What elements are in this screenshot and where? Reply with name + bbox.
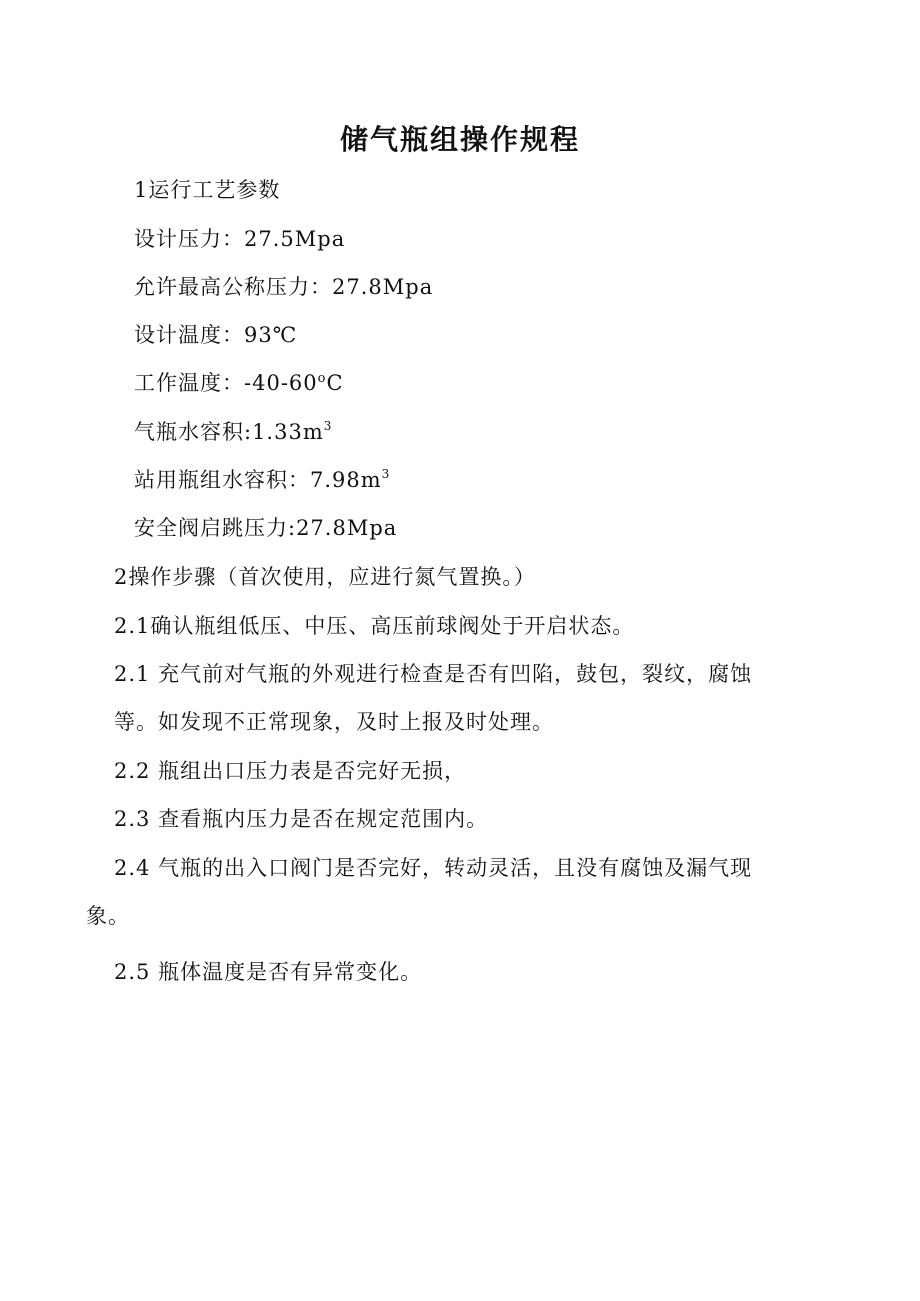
station-water-volume-text: 站用瓶组水容积：7.98m [134,468,382,492]
cylinder-water-volume [134,417,332,447]
working-temperature [134,368,344,398]
working-temperature-text: 工作温度：-40-60 [134,371,318,395]
superscript-3: 3 [381,467,391,481]
step-2-4-line1: 2.4 气瓶的出入口阀门是否完好，转动灵活，且没有腐蚀及漏气现 [114,856,753,880]
working-temperature-unit: C [326,371,344,395]
design-pressure: 设计压力：27.5Mpa [134,227,346,251]
step-2-1-inspection-line1: 2.1 充气前对气瓶的外观进行检查是否有凹陷，鼓包，裂纹，腐蚀 [114,662,753,686]
step-2-5: 2.5 瓶体温度是否有异常变化。 [114,960,423,984]
station-water-volume [134,465,390,495]
step-2-2: 2.2 瓶组出口压力表是否完好无损， [114,759,467,783]
params-heading: 1运行工艺参数 [134,178,281,202]
step-2-1-valves: 2.1确认瓶组低压、中压、高压前球阀处于开启状态。 [114,614,635,638]
step-2-1-inspection-line2: 等。如发现不正常现象，及时上报及时处理。 [114,710,554,734]
document-title: 储气瓶组操作规程 [339,123,580,156]
relief-valve-pressure: 安全阀启跳压力:27.8Mpa [134,516,398,540]
max-nominal-pressure: 允许最高公称压力：27.8Mpa [134,275,434,299]
cylinder-water-volume-text: 气瓶水容积:1.33m [134,420,324,444]
steps-heading: 2操作步骤（首次使用，应进行氮气置换。） [114,565,536,589]
superscript-3: 3 [323,419,333,433]
step-2-4-line2: 象。 [86,904,130,928]
degree-symbol: o [317,371,327,386]
design-temperature: 设计温度：93℃ [134,323,298,347]
step-2-3: 2.3 查看瓶内压力是否在规定范围内。 [114,807,489,831]
